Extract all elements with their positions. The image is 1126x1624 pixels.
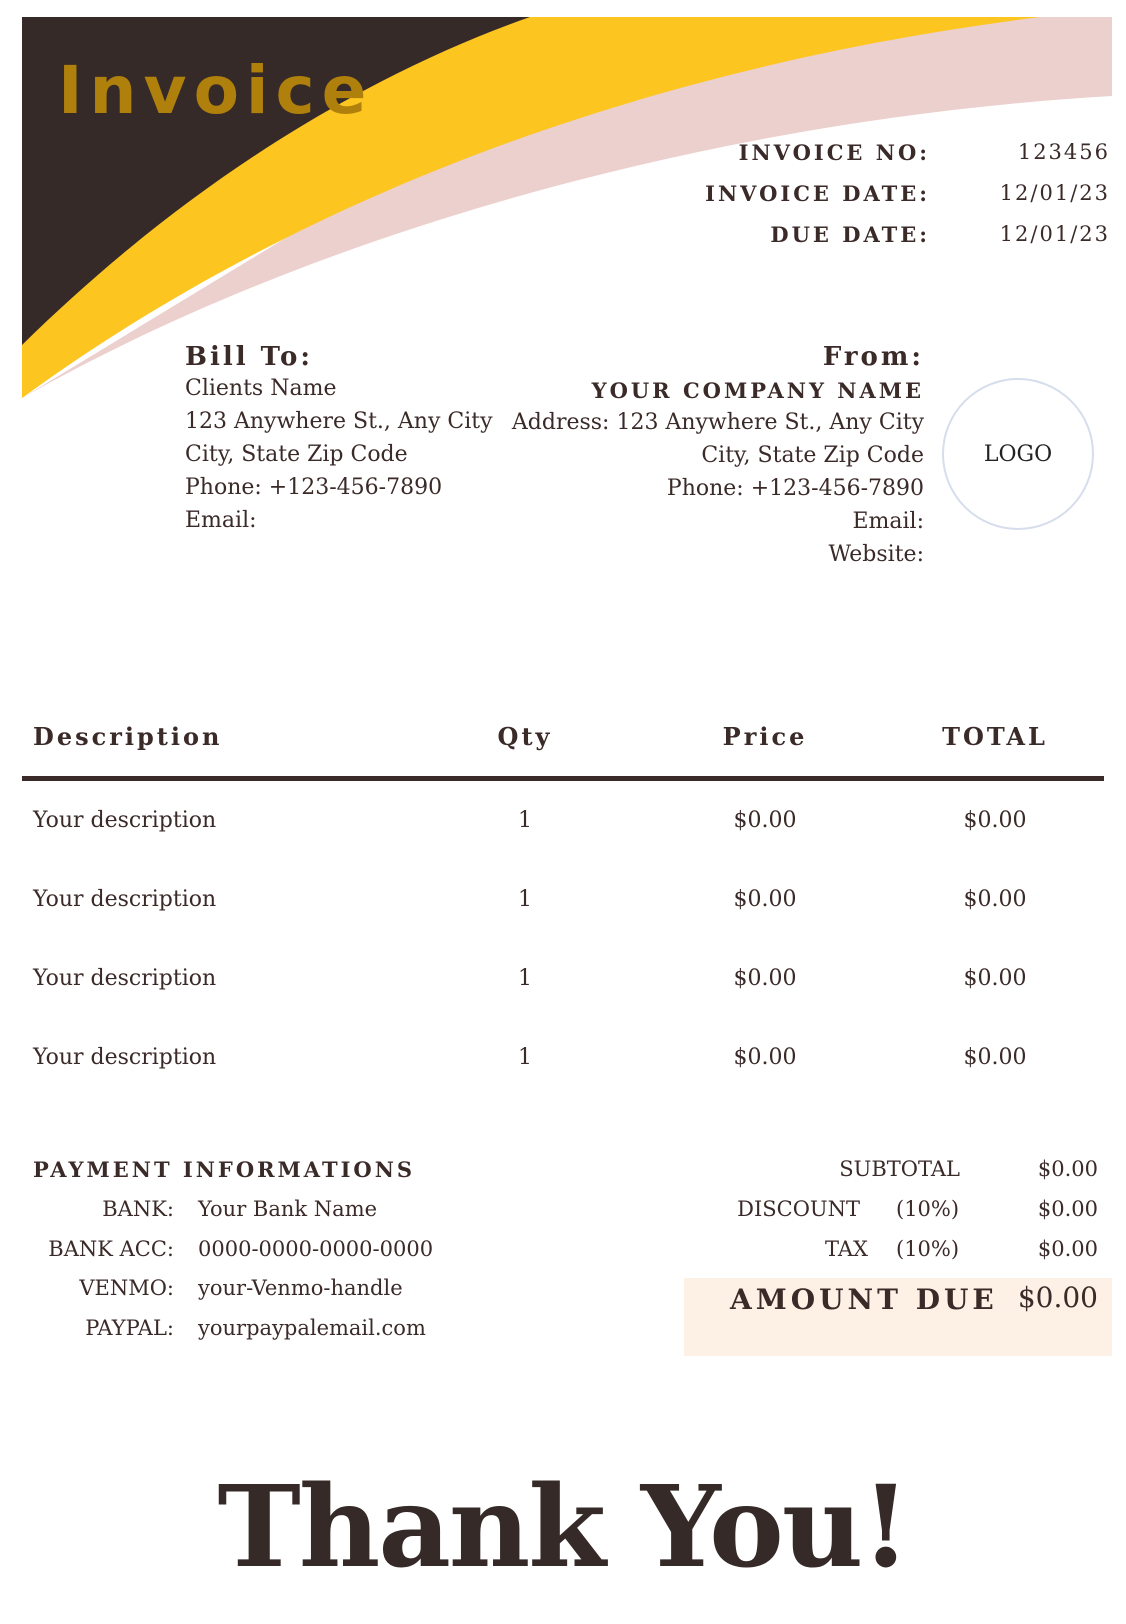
table-row xyxy=(0,1045,1126,1085)
invoice-no-label: INVOICE NO: xyxy=(738,140,930,165)
venmo-value: your-Venmo-handle xyxy=(198,1276,403,1300)
amount-due-value: $0.00 xyxy=(1017,1281,1098,1314)
payment-title: PAYMENT INFORMATIONS xyxy=(33,1157,416,1182)
company-name: YOUR COMPANY NAME xyxy=(591,378,924,403)
discount-value: $0.00 xyxy=(1037,1197,1098,1221)
row-price: $0.00 xyxy=(733,966,797,991)
row-total: $0.00 xyxy=(963,808,1027,833)
company-city: City, State Zip Code xyxy=(701,443,924,468)
thank-you-text: Thank You! xyxy=(217,1462,909,1593)
amount-due-label: AMOUNT DUE xyxy=(730,1283,998,1316)
row-total: $0.00 xyxy=(963,966,1027,991)
client-street: 123 Anywhere St., Any City xyxy=(185,409,493,434)
paypal-value: yourpaypalemail.com xyxy=(198,1316,426,1340)
row-qty: 1 xyxy=(518,887,532,912)
client-phone: Phone: +123-456-7890 xyxy=(185,475,443,500)
logo-text: LOGO xyxy=(983,441,1053,467)
subtotal-label: SUBTOTAL xyxy=(839,1157,960,1181)
row-qty: 1 xyxy=(518,808,532,833)
bill-to-block xyxy=(185,342,493,537)
column-header-description: Description xyxy=(33,722,223,751)
subtotal-value: $0.00 xyxy=(1037,1157,1098,1181)
row-description: Your description xyxy=(33,887,217,912)
row-price: $0.00 xyxy=(733,887,797,912)
bill-to-label: Bill To: xyxy=(185,342,313,372)
row-description: Your description xyxy=(33,808,217,833)
discount-percent: (10%) xyxy=(896,1197,960,1221)
bank-acc-value: 0000-0000-0000-0000 xyxy=(198,1237,434,1261)
company-website: Website: xyxy=(828,542,924,567)
company-email: Email: xyxy=(852,509,924,534)
invoice-date-label: INVOICE DATE: xyxy=(705,181,930,206)
client-name: Clients Name xyxy=(185,376,337,401)
table-row xyxy=(0,808,1126,848)
column-header-qty: Qty xyxy=(497,722,553,751)
row-description: Your description xyxy=(33,1045,217,1070)
venmo-label: VENMO: xyxy=(79,1276,174,1300)
row-price: $0.00 xyxy=(733,1045,797,1070)
invoice-date-value: 12/01/23 xyxy=(999,181,1110,205)
company-phone: Phone: +123-456-7890 xyxy=(666,476,924,501)
bank-label: BANK: xyxy=(102,1197,174,1221)
table-row xyxy=(0,887,1126,927)
from-block xyxy=(512,342,924,571)
row-description: Your description xyxy=(33,966,217,991)
due-date-value: 12/01/23 xyxy=(999,222,1110,246)
bank-value: Your Bank Name xyxy=(198,1197,378,1221)
table-header-rule xyxy=(22,776,1104,781)
row-qty: 1 xyxy=(518,966,532,991)
company-address: Address: 123 Anywhere St., Any City xyxy=(511,410,924,435)
tax-label: TAX xyxy=(825,1237,868,1261)
tax-value: $0.00 xyxy=(1037,1237,1098,1261)
invoice-no-value: 123456 xyxy=(1017,140,1110,164)
paypal-label: PAYPAL: xyxy=(85,1316,174,1340)
tax-percent: (10%) xyxy=(896,1237,960,1261)
column-header-total: TOTAL xyxy=(942,722,1048,751)
client-city: City, State Zip Code xyxy=(185,442,408,467)
logo-placeholder xyxy=(942,378,1094,530)
from-label: From: xyxy=(822,342,924,372)
column-header-price: Price xyxy=(722,722,808,751)
due-date-label: DUE DATE: xyxy=(770,222,930,247)
invoice-title: Invoice xyxy=(58,52,374,129)
row-total: $0.00 xyxy=(963,1045,1027,1070)
row-total: $0.00 xyxy=(963,887,1027,912)
row-qty: 1 xyxy=(518,1045,532,1070)
table-row xyxy=(0,966,1126,1006)
client-email: Email: xyxy=(185,508,257,533)
bank-acc-label: BANK ACC: xyxy=(48,1237,174,1261)
discount-label: DISCOUNT xyxy=(737,1197,860,1221)
row-price: $0.00 xyxy=(733,808,797,833)
